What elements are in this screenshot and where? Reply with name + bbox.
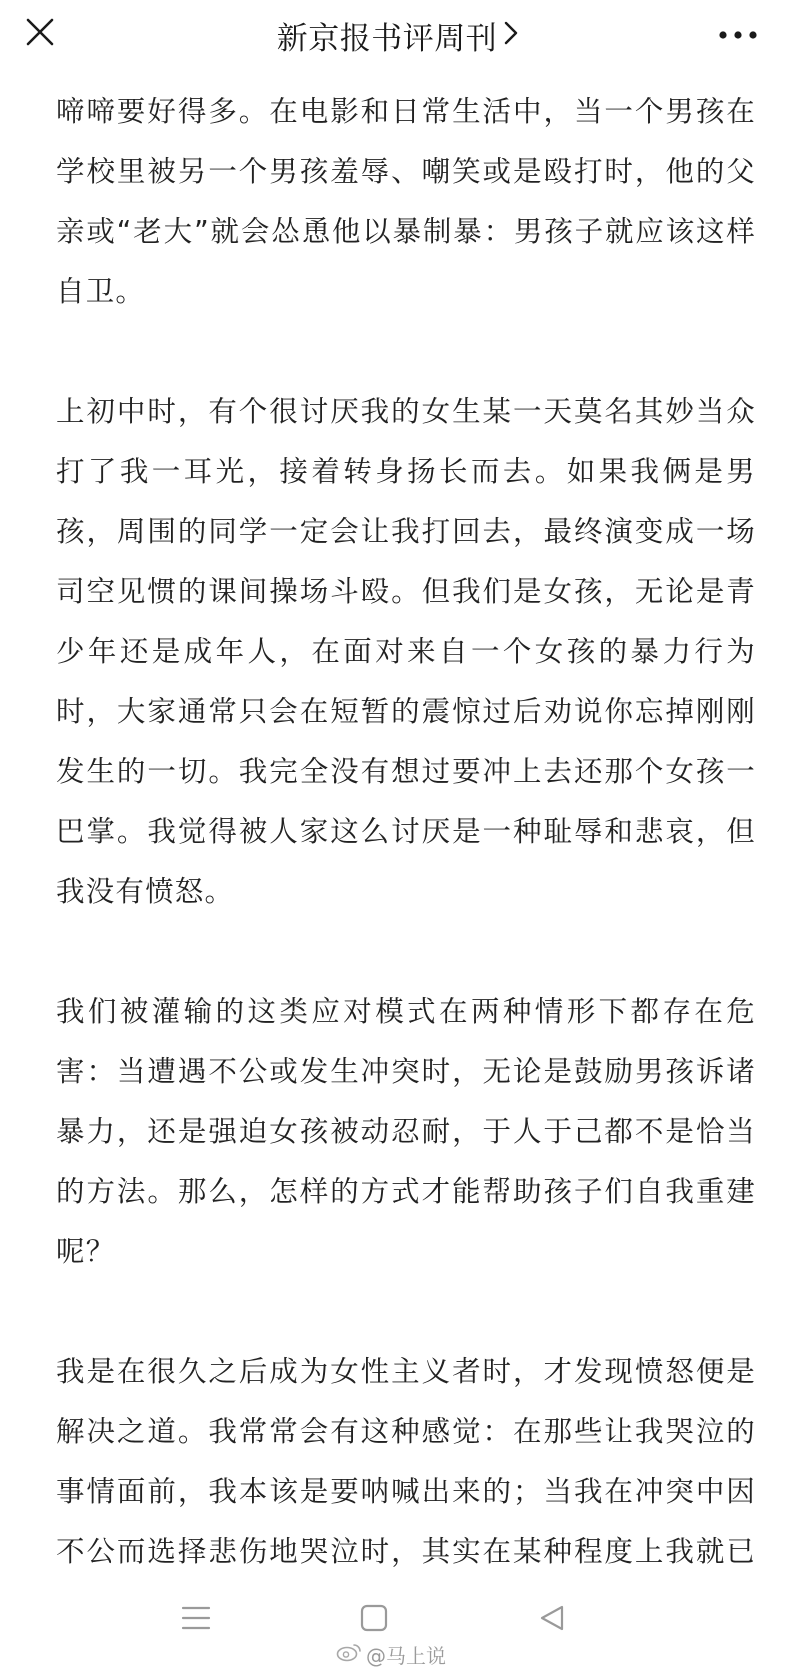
article-paragraph: 上初中时，有个很讨厌我的女生某一天莫名其妙当众打了我一耳光，接着转身扬长而去。如果我俩是男孩，周围的同学一定会让我打回去，最终演变成一场司空见惯的课间操场斗殴。但我们是女孩，无论是青少年还是成年人，在面对来自一个女孩的暴力行为时，大家通常只会在短暂的震惊过后劝说你忘掉刚刚发生的一切。我完全没有想过要冲上去还那个女孩一巴掌。我觉得被人家这么讨厌是一种耻辱和悲哀，但我没有愤怒。	[56, 395, 756, 908]
account-title-link[interactable]	[200, 12, 596, 58]
article-paragraph: 我们被灌输的这类应对模式在两种情形下都存在危害：当遭遇不公或发生冲突时，无论是鼓励男孩诉诸暴力，还是强迫女孩被动忍耐，于人于己都不是恰当的方法。那么，怎样的方式才能帮助孩子们自我重建呢？	[56, 995, 756, 1268]
more-dots-icon	[718, 25, 758, 44]
recent-apps-button[interactable]	[166, 1592, 226, 1648]
article-paragraph: 我是在很久之后成为女性主义者时，才发现愤怒便是解决之道。我常常会有这种感觉：在那些让我哭泣的事情面前，我本该是要呐喊出来的；当我在冲突中因不公而选择悲伤地哭泣时，其实在某种程度上我就已	[56, 1355, 756, 1568]
chevron-right-icon	[503, 20, 519, 50]
menu-icon	[181, 1605, 211, 1635]
weibo-icon	[336, 1642, 362, 1667]
back-button[interactable]	[522, 1592, 582, 1648]
watermark-text: @马上说	[366, 1644, 446, 1668]
page-title: 新京报书评周刊	[276, 20, 498, 57]
back-triangle-icon	[538, 1604, 566, 1636]
article-body	[56, 82, 756, 1578]
watermark	[336, 1640, 446, 1669]
article-paragraph: 啼啼要好得多。在电影和日常生活中，当一个男孩在学校里被另一个男孩羞辱、嘲笑或是殴打时，他的父亲或“老大”就会怂恿他以暴制暴：男孩子就应该这样自卫。	[56, 95, 756, 308]
square-home-icon	[360, 1604, 388, 1636]
more-options-button[interactable]	[710, 14, 766, 54]
close-icon	[25, 17, 55, 51]
top-bar	[0, 0, 796, 74]
close-button[interactable]	[18, 12, 62, 56]
